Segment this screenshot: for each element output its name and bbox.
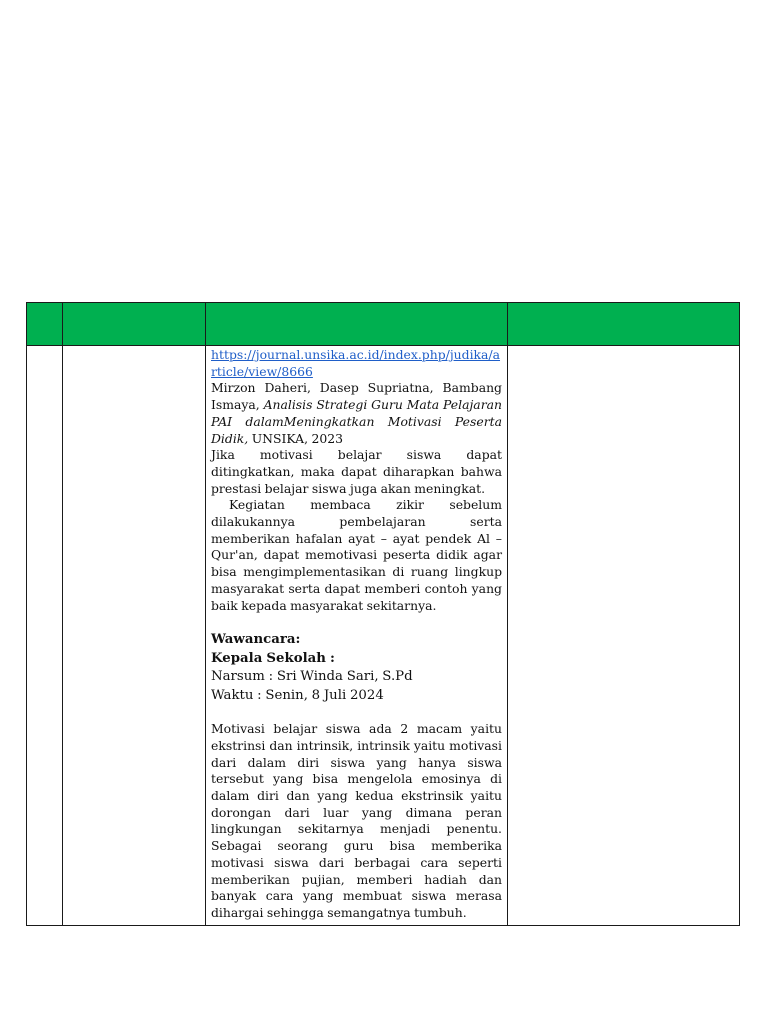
header-cell-2 — [63, 303, 206, 346]
row-cell-1 — [27, 346, 63, 926]
citation-authors: Mirzon Daheri, Dasep Supriatna, Bambang Ismaya, — [211, 380, 502, 413]
row-cell-2 — [63, 346, 206, 926]
table-row — [27, 346, 740, 926]
header-cell-4 — [508, 303, 740, 346]
paragraph-1: Jika motivasi belajar siswa dapat ditingkatkan, maka dapat diharapkan bahwa prestasi belajar siswa juga akan meningkat. — [211, 447, 502, 496]
spacer — [211, 614, 502, 631]
journal-link[interactable]: https://journal.unsika.ac.id/index.php/judika/article/view/8666 — [211, 347, 501, 379]
interview-narsum: Narsum : Sri Winda Sari, S.Pd — [211, 669, 413, 685]
interview-waktu: Waktu : Senin, 8 Juli 2024 — [211, 687, 384, 703]
citation — [211, 380, 502, 447]
header-cell-1 — [27, 303, 63, 346]
paragraph-2: Kegiatan membaca zikir sebelum dilakukannya pembelajaran serta memberikan hafalan ayat – ayat pendek Al – Qur'an, dapat memotivasi peserta didik agar bisa mengimplementasikan di ruang lingkup masyarakat serta dapat memberi contoh yang baik kepada masyarakat sekitarnya. — [211, 497, 502, 613]
table-header-row — [27, 303, 740, 346]
document-table — [26, 302, 740, 926]
header-cell-3 — [206, 303, 508, 346]
citation-publisher: UNSIKA, 2023 — [251, 430, 343, 446]
row-cell-4 — [508, 346, 740, 926]
spacer — [211, 705, 502, 721]
interview-subheading: Kepala Sekolah : — [211, 650, 335, 666]
paragraph-3: Motivasi belajar siswa ada 2 macam yaitu ekstrinsi dan intrinsik, intrinsik yaitu motivasi dari dalam diri siswa yang hanya siswa tersebut yang bisa mengelola emosinya di dalam diri dan yang kedua ekstrinsik yaitu dorongan dari luar yang dimana peran lingkungan sekitarnya menjadi penentu. Sebagai seorang guru bisa memberika motivasi siswa dari berbagai cara seperti memberikan pujian, memberi hadiah dan banyak cara yang membuat siswa merasa dihargai sehingga semangatnya tumbuh. — [211, 721, 502, 920]
interview-heading: Wawancara: — [211, 632, 301, 648]
row-cell-content — [206, 346, 508, 926]
citation-title: Analisis Strategi Guru Mata Pelajaran PAI dalamMeningkatkan Motivasi Peserta Didik, — [211, 397, 502, 446]
